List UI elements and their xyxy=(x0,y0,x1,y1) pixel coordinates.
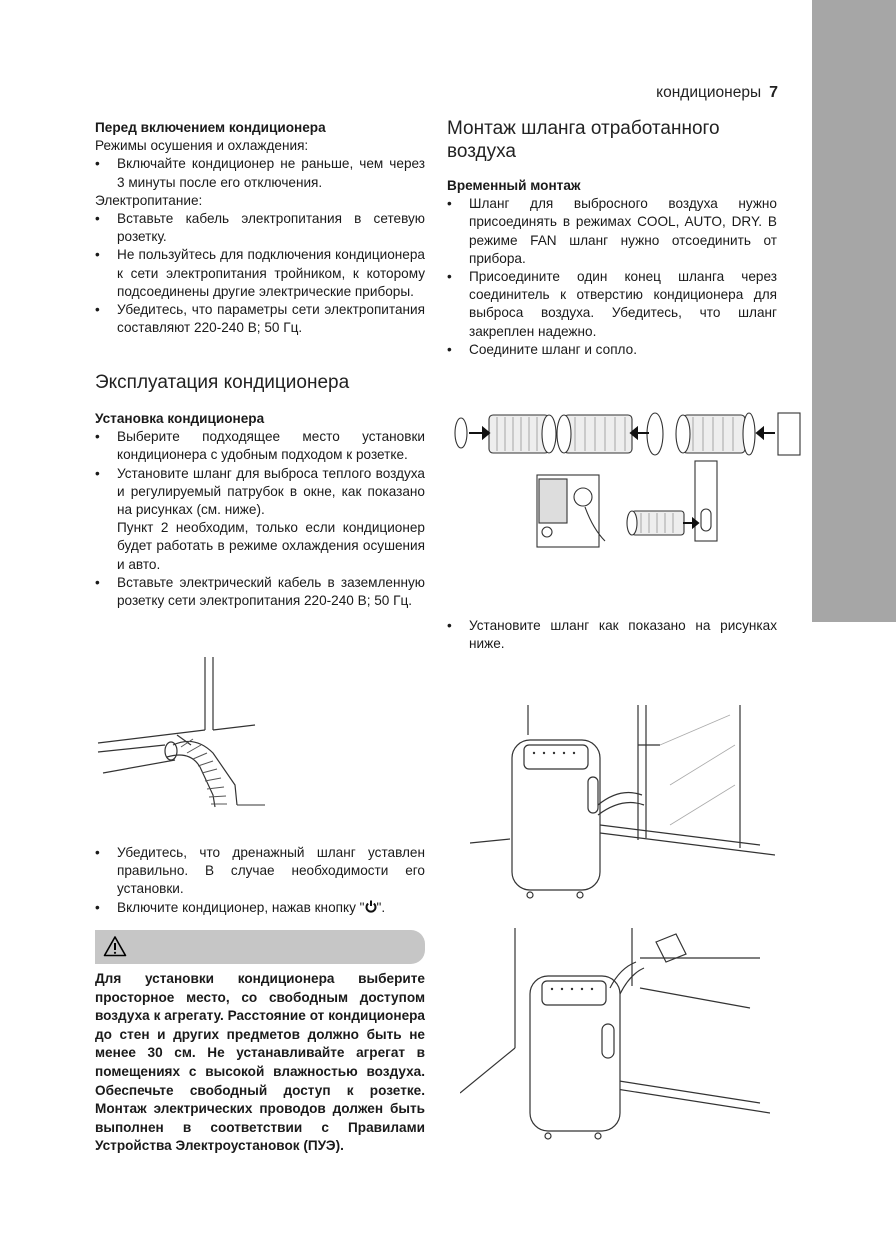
item-text: Установите шланг для выброса теплого воздуха и регулируемый патрубок в окне, как показано на рисунках (см. ниже). xyxy=(117,465,425,518)
item-text-end: ". xyxy=(376,899,386,915)
warning-text: Для установки кондиционера выберите просторное место, со свободным доступом воздуха к агрегату. Расстояние от кондиционера до стен и других предметов должно быть не менее 30 см. Не устанавливайте агрегат в помещениях с высокой влажностью воздуха. Обеспечьте свободный доступ к розетке. Монтаж электрических проводов должен быть выполнен в соответствии с Правилами Устройства Электроустановок (ПУЭ). xyxy=(95,971,425,1154)
list-item: • Включайте кондиционер не раньше, чем через 3 минуты после его отключения. xyxy=(95,155,425,191)
item-note: Пункт 2 необходим, только если кондиционер будет работать в режиме охлаждения осушения и авто. xyxy=(117,520,425,572)
warning-triangle-icon xyxy=(103,935,127,957)
power-label: Электропитание: xyxy=(95,192,203,208)
temporary-install-subheading: Временный монтаж xyxy=(447,178,581,193)
page-header xyxy=(656,84,778,102)
list-item: • Вставьте кабель электропитания в сетевую розетку. xyxy=(95,210,425,246)
list-item xyxy=(95,899,425,917)
before-title: Перед включением кондиционера xyxy=(95,120,326,135)
power-list xyxy=(95,210,425,337)
operation-section xyxy=(95,371,425,610)
operation-heading: Эксплуатация кондиционера xyxy=(95,372,350,393)
list-item: • Вставьте электрический кабель в заземленную розетку сети электропитания 220-240 В; 50 Гц. xyxy=(95,574,425,610)
list-item: • Не пользуйтесь для подключения кондиционера к сети электропитания тройником, к которому подсоединены другие электрические приборы. xyxy=(95,246,425,301)
power-icon xyxy=(365,900,377,913)
list-item: • Убедитесь, что дренажный шланг уставлен правильно. В случае необходимости его установки. xyxy=(95,844,425,899)
drain-hose-illustration xyxy=(95,655,275,815)
air-conditioner-window-illustration-1 xyxy=(470,705,775,905)
air-conditioner-window-illustration-2 xyxy=(460,928,770,1148)
after-installation-section xyxy=(95,844,425,917)
temporary-install-list xyxy=(447,195,777,359)
list-item: • Установите шланг как показано на рисунках ниже. xyxy=(447,617,777,653)
exhaust-hose-heading: Монтаж шланга отработанного воздуха xyxy=(447,118,720,162)
list-item: • Соедините шланг и сопло. xyxy=(447,341,777,359)
list-item: • Шланг для выбросного воздуха нужно присоединять в режимах COOL, AUTO, DRY. В режиме FAN шланг нужно отсоединить от прибора. xyxy=(447,195,777,268)
hose-assembly-illustration xyxy=(447,405,812,550)
modes-label: Режимы осушения и охлаждения: xyxy=(95,138,309,154)
install-hose-section xyxy=(447,617,777,653)
list-item xyxy=(95,465,425,574)
after-list xyxy=(95,844,425,917)
exhaust-hose-section xyxy=(447,117,777,359)
modes-list xyxy=(95,155,425,191)
install-hose-list xyxy=(447,617,777,653)
list-item: • Присоедините один конец шланга через соединитель к отверстию кондиционера для выброса воздуха. Убедитесь, что шланг закреплен надежно. xyxy=(447,268,777,341)
side-tab xyxy=(812,0,896,622)
installation-list xyxy=(95,428,425,610)
item-text: Включите кондиционер, нажав кнопку " xyxy=(117,899,365,915)
warning-bar xyxy=(95,930,425,964)
page-number: 7 xyxy=(769,84,778,101)
before-switch-on-section xyxy=(95,119,425,337)
list-item: • Выберите подходящее место установки кондиционера с удобным подходом к розетке. xyxy=(95,428,425,464)
installation-subheading: Установка кондиционера xyxy=(95,411,265,426)
section-title: кондиционеры xyxy=(656,84,762,101)
list-item: • Убедитесь, что параметры сети электропитания составляют 220-240 В; 50 Гц. xyxy=(95,301,425,337)
